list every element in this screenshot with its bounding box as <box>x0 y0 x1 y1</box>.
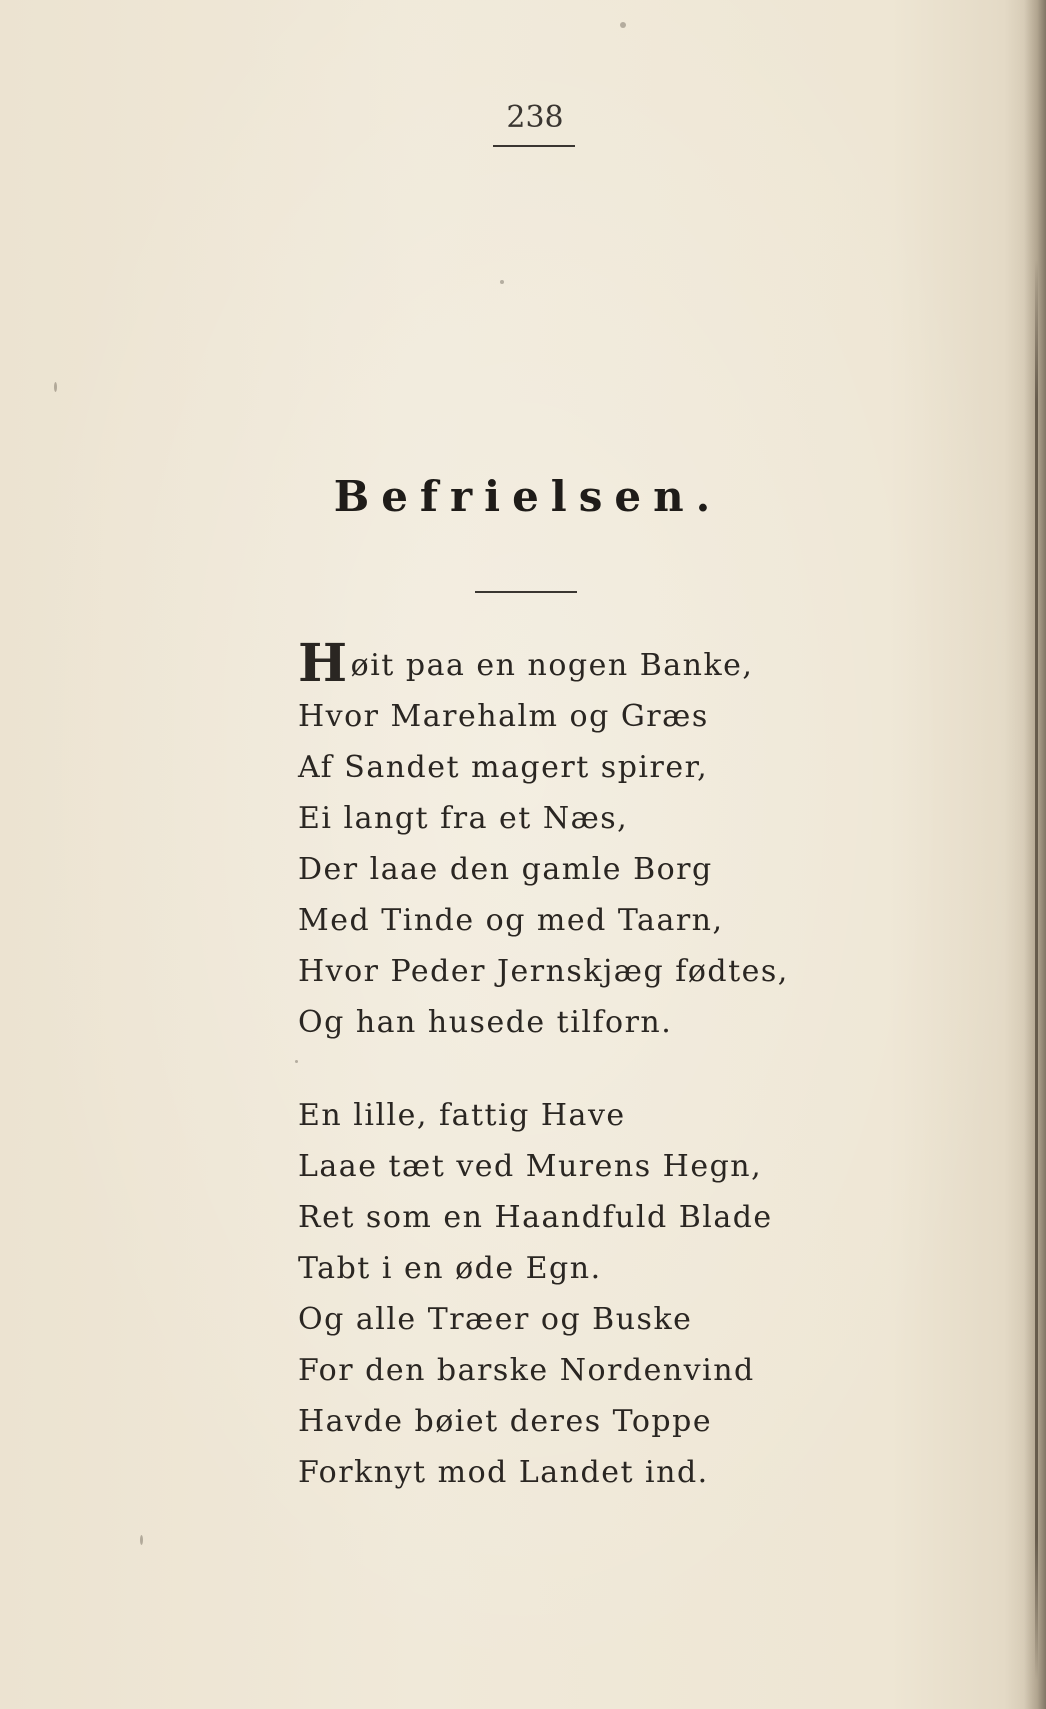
verse-text: øit paa en nogen Banke, <box>350 648 754 683</box>
verse-line: Havde bøiet deres Toppe <box>298 1404 713 1439</box>
page-number-rule <box>493 145 575 147</box>
verse-line: Hvor Peder Jernskjæg fødtes, <box>298 954 789 989</box>
verse-line: En lille, fattig Have <box>298 1098 626 1133</box>
page-number: 238 <box>506 100 564 135</box>
verse-line: For den barske Nordenvind <box>298 1353 755 1388</box>
drop-cap: H <box>298 633 349 694</box>
verse-line <box>298 633 789 694</box>
paper-speck <box>295 1060 298 1063</box>
verse-line: Ei langt fra et Næs, <box>298 801 629 836</box>
verse-line: Forknyt mod Landet ind. <box>298 1455 709 1490</box>
paper-speck <box>54 382 57 392</box>
verse-line: Af Sandet magert spirer, <box>298 750 709 785</box>
verse-line: Og han husede tilforn. <box>298 1005 673 1040</box>
verse-line: Laae tæt ved Murens Hegn, <box>298 1149 763 1184</box>
verse-line: Ret som en Haandfuld Blade <box>298 1200 773 1235</box>
verse-line: Der laae den gamle Borg <box>298 852 713 887</box>
paper-speck <box>500 280 504 284</box>
stanza-1 <box>298 633 789 1048</box>
verse-line: Med Tinde og med Taarn, <box>298 903 724 938</box>
verse-line: Hvor Marehalm og Græs <box>298 699 709 734</box>
verse-line: Og alle Træer og Buske <box>298 1302 693 1337</box>
paper-speck <box>140 1535 143 1545</box>
poem-title: Befrielsen. <box>333 472 723 521</box>
verse-line: Tabt i en øde Egn. <box>298 1251 602 1286</box>
title-rule <box>475 591 577 593</box>
stanza-2 <box>298 1090 773 1498</box>
paper-speck <box>620 22 626 28</box>
